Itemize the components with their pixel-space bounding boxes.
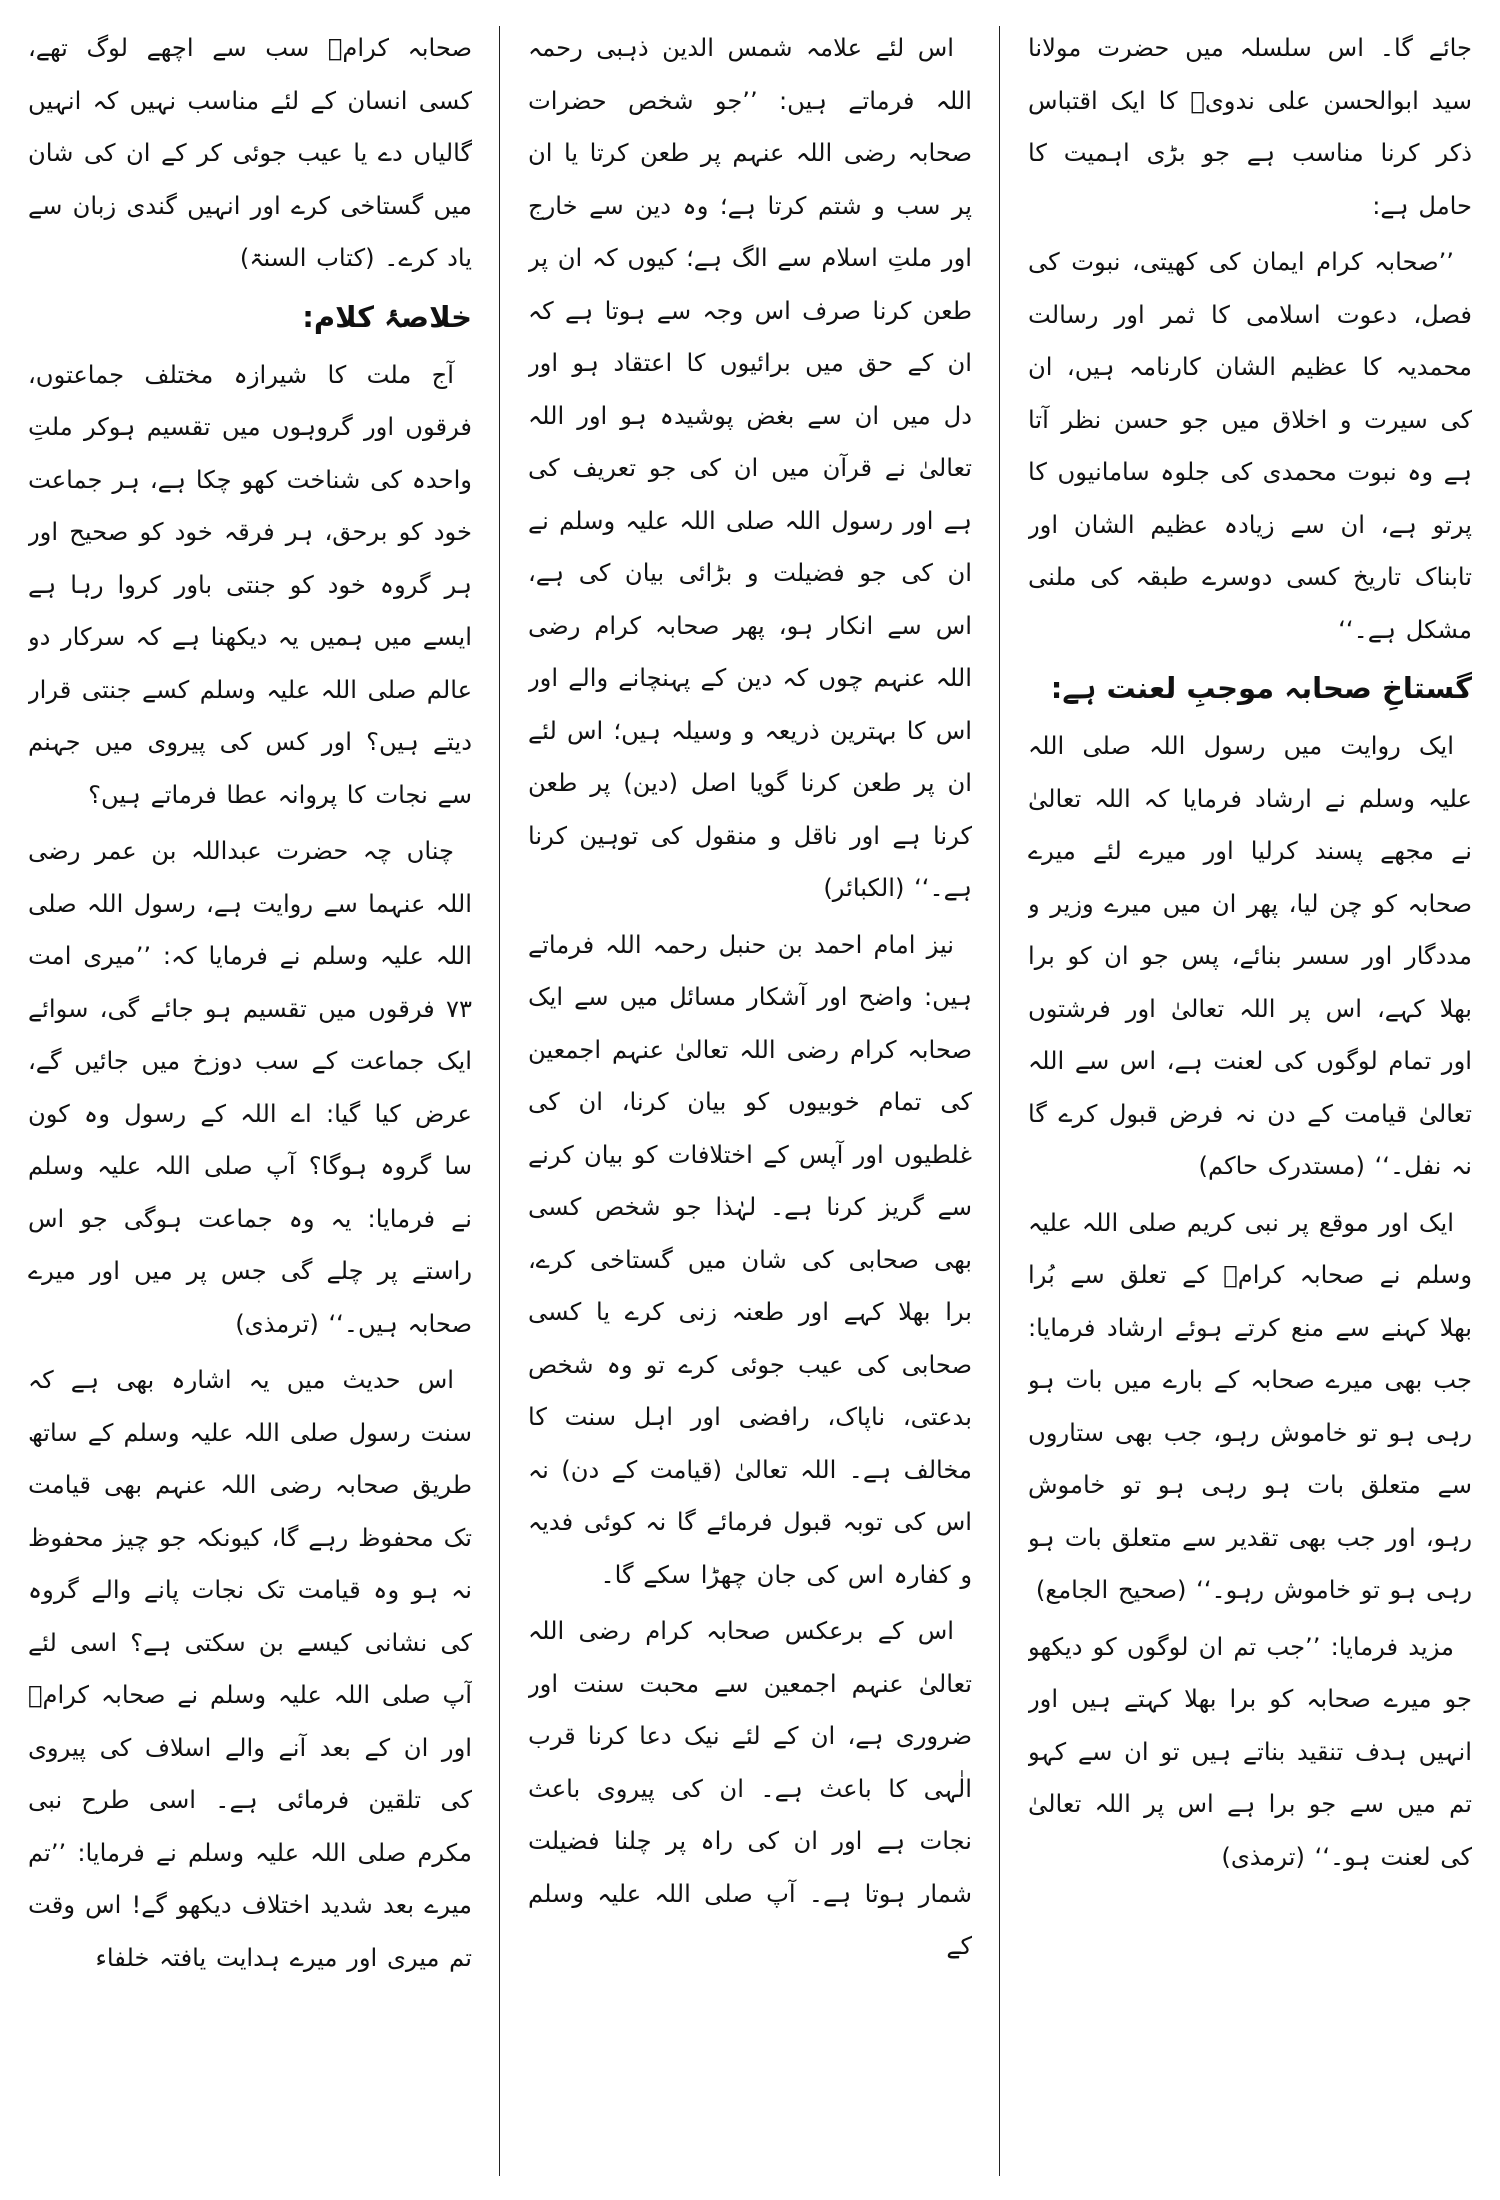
paragraph-hadith-jami: ایک اور موقع پر نبی کریم صلی اللہ علیہ وسلم نے صحابہ کرامؓ کے تعلق سے بُرا بھلا کہنے سے منع کرتے ہوئے ارشاد فرمایا: جب بھی میرے صحابہ کے بارے میں بات ہو رہی ہو تو خاموش رہو، جب بھی ستاروں سے متعلق بات ہو رہی ہو تو خاموش رہو، اور جب بھی تقدیر سے متعلق بات ہو رہی ہو تو خاموش رہو۔‘‘ (صحیح الجامع) (1028, 1208, 1472, 1604)
article-page (28, 22, 1472, 2182)
column-divider (499, 26, 500, 2176)
quote-nadwi: ’’صحابہ کرام ایمان کی کھیتی، نبوت کی فصل، دعوت اسلامی کا ثمر اور رسالت محمدیہ کا عظیم الشان کارنامہ ہیں، ان کی سیرت و اخلاق میں جو حسن نظر آتا ہے وہ نبوت محمدی کی جلوہ سامانیوں کا پرتو ہے، ان سے زیادہ عظیم الشان اور تابناک تاریخ کسی دوسرے طبقہ کی ملنی مشکل ہے۔‘‘ (1028, 248, 1472, 644)
column-divider (999, 26, 1000, 2176)
paragraph-ahmad: نیز امام احمد بن حنبل رحمہ اللہ فرماتے ہیں: واضح اور آشکار مسائل میں سے ایک صحابہ کرام رضی اللہ تعالیٰ عنہم اجمعین کی تمام خوبیوں کو بیان کرنا، ان کی غلطیوں اور آپس کے اختلافات کو بیان کرنے سے گریز کرنا ہے۔ لہٰذا جو شخص کسی بھی صحابی کی شان میں گستاخی کرے، برا بھلا کہے اور طعنہ زنی کرے یا کسی صحابی کی عیب جوئی کرے تو وہ شخص بدعتی، ناپاک، رافضی اور اہل سنت کا مخالف ہے۔ اللہ تعالیٰ (قیامت کے دن) نہ اس کی توبہ قبول فرمائے گا نہ کوئی فدیہ و کفارہ اس کی جان چھڑا سکے گا۔ (528, 930, 972, 1589)
paragraph-intro: جائے گا۔ اس سلسلہ میں حضرت مولانا سید ابوالحسن علی ندویؒ کا ایک اقتباس ذکر کرنا مناسب ہے جو بڑی اہمیت کا حامل ہے: (1028, 34, 1472, 220)
section-heading-gustakh: گستاخِ صحابہ موجبِ لعنت ہے: (1050, 671, 1472, 705)
paragraph-hadith-hakim: ایک روایت میں رسول اللہ صلی اللہ علیہ وسلم نے ارشاد فرمایا کہ اللہ تعالیٰ نے مجھے پسند کرلیا اور میرے لئے میرے صحابہ کو چن لیا، پھر ان میں میرے وزیر و مددگار اور سسر بنائے، پس جو ان کو برا بھلا کہے، اس پر اللہ تعالیٰ اور فرشتوں اور تمام لوگوں کی لعنت ہے، اس سے اللہ تعالیٰ قیامت کے دن نہ فرض قبول کرے گا نہ نفل۔‘‘ (مستدرک حاکم) (1028, 732, 1472, 1180)
column-middle (528, 22, 972, 2182)
paragraph-dhahabi: اس لئے علامہ شمس الدین ذہبی رحمہ اللہ فرماتے ہیں: ’’جو شخص حضرات صحابہ رضی اللہ عنہم پر طعن کرتا یا ان پر سب و شتم کرتا ہے؛ وہ دین سے خارج اور ملتِ اسلام سے الگ ہے؛ کیوں کہ ان پر طعن کرنا صرف اس وجہ سے ہوتا ہے کہ ان کے حق میں برائیوں کا اعتقاد ہو اور دل میں ان سے بغض پوشیدہ ہو اور اللہ تعالیٰ نے قرآن میں ان کی جو تعریف کی ہے اور رسول اللہ صلی اللہ علیہ وسلم نے ان کی جو فضیلت و بڑائی بیان کی ہے، اس سے انکار ہو، پھر صحابہ کرام رضی اللہ عنہم چوں کہ دین کے پہنچانے والے اور اس کا بہترین ذریعہ و وسیلہ ہیں؛ اس لئے ان پر طعن کرنا گویا اصل (دین) پر طعن کرنا ہے اور ناقل و منقول کی توہین کرنا ہے۔‘‘ (الکبائر) (528, 34, 972, 902)
paragraph-love-sahaba: اس کے برعکس صحابہ کرام رضی اللہ تعالیٰ عنہم اجمعین سے محبت سنت اور ضروری ہے، ان کے لئے نیک دعا کرنا قرب الٰہی کا باعث ہے۔ ان کی پیروی باعث نجات ہے اور ان کی راہ پر چلنا فضیلت شمار ہوتا ہے۔ آپ صلی اللہ علیہ وسلم کے (528, 1617, 972, 1960)
paragraph-sunnah-preserved: اس حدیث میں یہ اشارہ بھی ہے کہ سنت رسول صلی اللہ علیہ وسلم کے ساتھ طریق صحابہ رضی اللہ عنہم بھی قیامت تک محفوظ رہے گا، کیونکہ جو چیز محفوظ نہ ہو وہ قیامت تک نجات پانے والے گروہ کی نشانی کیسے بن سکتی ہے؟ اسی لئے آپ صلی اللہ علیہ وسلم نے صحابہ کرامؓ اور ان کے بعد آنے والے اسلاف کی پیروی کی تلقین فرمائی ہے۔ اسی طرح نبی مکرم صلی اللہ علیہ وسلم نے فرمایا: ’’تم میرے بعد شدید اختلاف دیکھو گے! اس وقت تم میری اور میرے ہدایت یافتہ خلفاء (28, 1366, 472, 1972)
paragraph-kitab-sunnah: صحابہ کرامؓ سب سے اچھے لوگ تھے، کسی انسان کے لئے مناسب نہیں کہ انہیں گالیاں دے یا عیب جوئی کر کے ان کی شان میں گستاخی کرے اور انہیں گندی زبان سے یاد کرے۔ (کتاب السنۃ) (28, 34, 472, 272)
paragraph-hadith-tirmidhi: مزید فرمایا: ’’جب تم ان لوگوں کو دیکھو جو میرے صحابہ کو برا بھلا کہتے ہیں اور انہیں ہدف تنقید بناتے ہیں تو ان سے کہو تم میں سے جو برا ہے اس پر اللہ تعالیٰ کی لعنت ہو۔‘‘ (ترمذی) (1028, 1632, 1472, 1871)
column-left (28, 22, 472, 2182)
paragraph-conclusion: آج ملت کا شیرازہ مختلف جماعتوں، فرقوں اور گروہوں میں تقسیم ہوکر ملتِ واحدہ کی شناخت کھو چکا ہے، ہر جماعت خود کو برحق، ہر فرقہ خود کو صحیح اور ہر گروہ خود کو جنتی باور کروا رہا ہے ایسے میں ہمیں یہ دیکھنا ہے کہ سرکار دو عالم صلی اللہ علیہ وسلم کسے جنتی قرار دیتے ہیں؟ اور کس کی پیروی میں جہنم سے نجات کا پروانہ عطا فرماتے ہیں؟ (28, 360, 472, 809)
paragraph-73-sects: چناں چہ حضرت عبداللہ بن عمر رضی اللہ عنہما سے روایت ہے، رسول اللہ صلی اللہ علیہ وسلم نے فرمایا کہ: ’’میری امت ۷۳ فرقوں میں تقسیم ہو جائے گی، سوائے ایک جماعت کے سب دوزخ میں جائیں گے، عرض کیا گیا: اے اللہ کے رسول وہ کون سا گروہ ہوگا؟ آپ صلی اللہ علیہ وسلم نے فرمایا: یہ وہ جماعت ہوگی جو اس راستے پر چلے گی جس پر میں اور میرے صحابہ ہیں۔‘‘ (ترمذی) (28, 837, 472, 1338)
section-heading-conclusion: خلاصۂ کلام: (302, 299, 472, 334)
column-right (1028, 22, 1472, 2182)
